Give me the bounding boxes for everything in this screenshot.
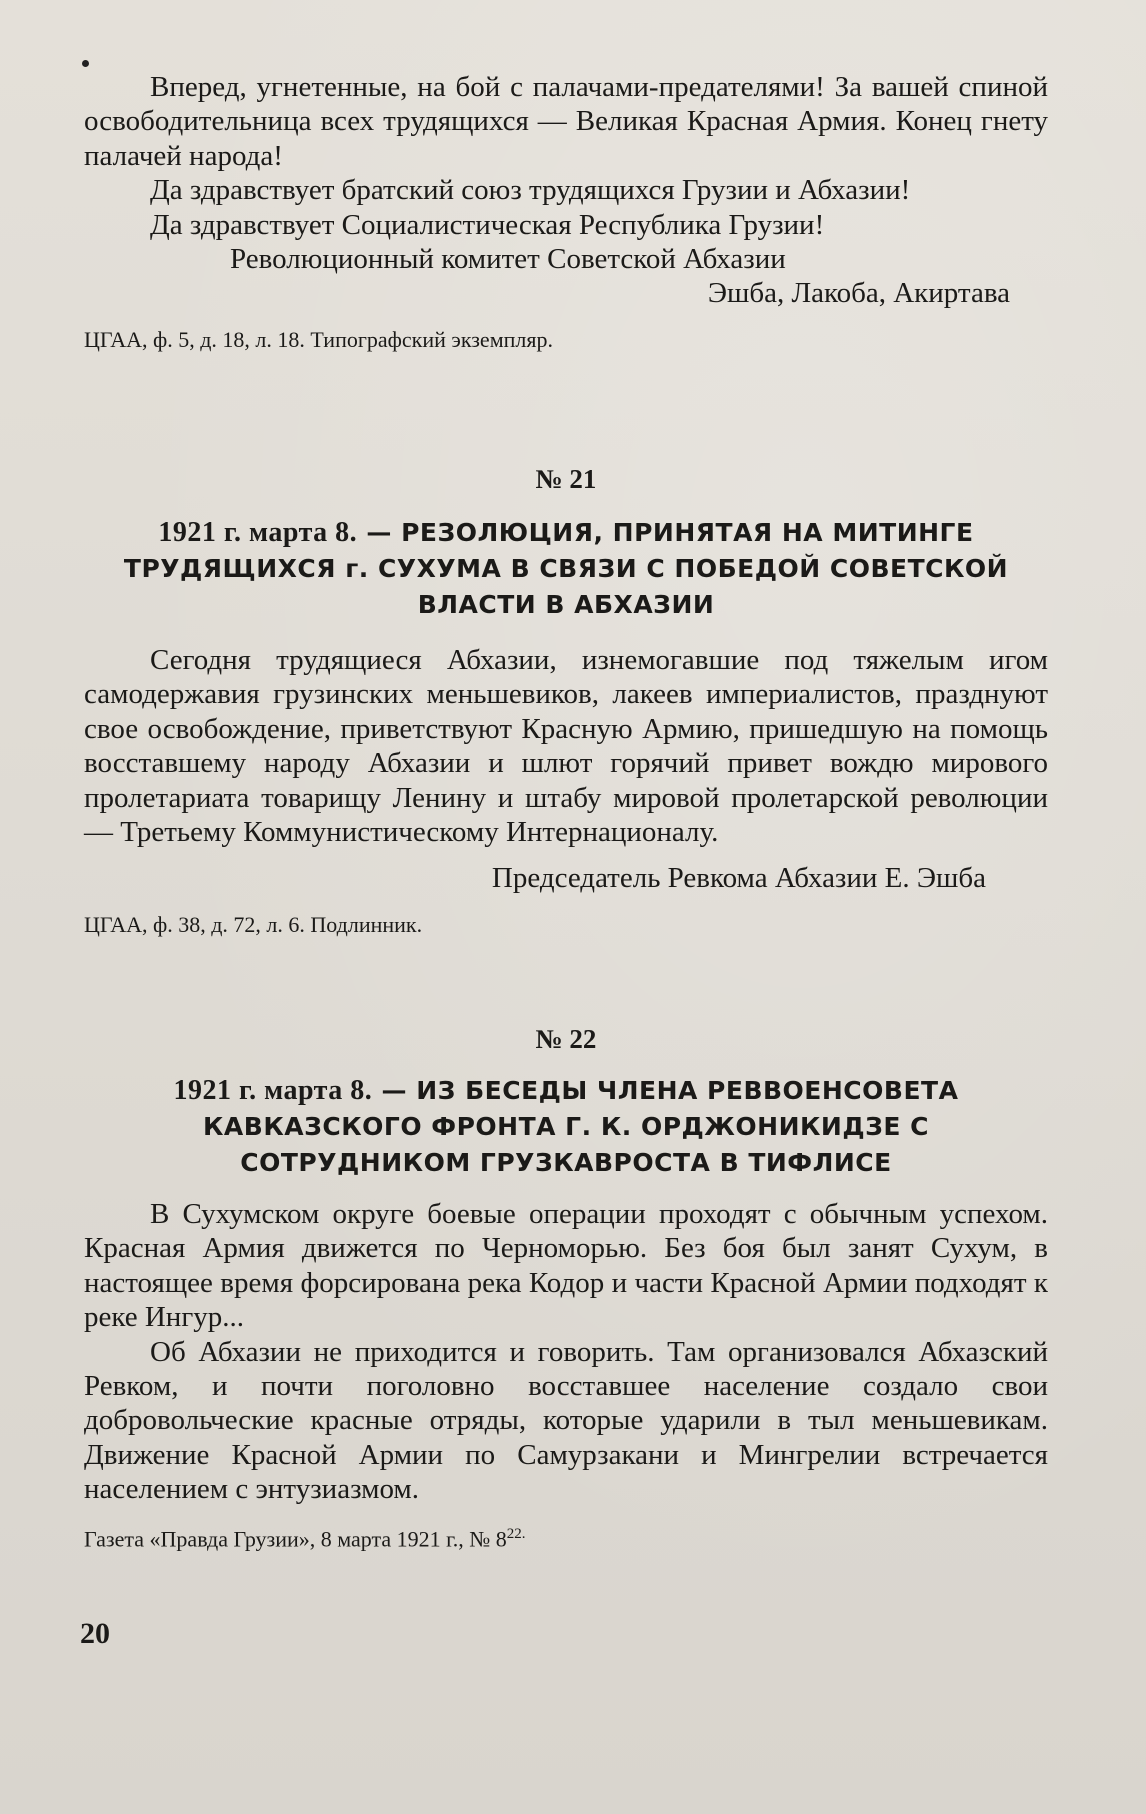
archive-source: ЦГАА, ф. 38, д. 72, л. 6. Подлинник. [84,911,423,937]
paragraph: Да здравствует братский союз трудящихся Грузии и Абхазии! [150,174,911,207]
archive-source: ЦГАА, ф. 5, д. 18, л. 18. Типографский экземпляр. [84,326,553,352]
document-date: 1921 г. марта 8. [158,517,358,548]
paragraph: Об Абхазии не приходится и говорить. Там организовался Абхазский Ревком, и почти поголовно восставшее население создало свои добровольческие красные отряды, которые ударили в тыл меньшевикам. Движение Красной Армии по Самурзакани и Мингрелии встречается населением с энтузиазмом. [84,1335,1048,1506]
signature: Председатель Ревкома Абхазии Е. Эшба [491,862,986,895]
paragraph: Сегодня трудящиеся Абхазии, изнемогавшие под тяжелым игом самодержавия грузинских меньшевиков, лакеев империалистов, празднуют свое освобождение, приветствуют Красную Армию, пришедшую на помощь восставшему народу Абхазии и шлют горячий привет вождю мирового пролетариата товарищу Ленину и штабу мировой пролетарской революции — Третьему Коммунистическому Интернационалу. [84,644,1048,849]
paragraph: В Сухумском округе боевые операции проходят с обычным успехом. Красная Армия движется по Черноморью. Без боя был занят Сухум, в настоящее время форсирована река Кодор и части Красной Армии подходят к реке Ингур... [84,1198,1048,1334]
footnote-ref: 22. [506,1525,526,1542]
doc-21-section [84,464,1048,940]
document-title [84,1073,1048,1181]
document-date: 1921 г. марта 8. [173,1075,373,1106]
document-number: № 22 [535,1024,597,1054]
paragraph: Да здравствует Социалистическая Республика Грузии! [150,208,825,241]
print-speck [82,60,89,67]
newspaper-source [84,1519,1048,1554]
paragraph: Вперед, угнетенные, на бой с палачами-предателями! За вашей спиной освободительница всех трудящихся — Великая Красная Армия. Конец гнету палачей народа! [84,71,1048,172]
page-number: 20 [80,1617,110,1650]
signature-names: Эшба, Лакоба, Акиртава [707,277,1010,310]
document-number: № 21 [535,464,597,494]
signature-org: Революционный комитет Советской Абхазии [230,243,786,276]
doc-22-section [84,1024,1048,1554]
doc-top-section [84,70,1048,355]
source-text: Газета «Правда Грузии», 8 марта 1921 г., № 8 [84,1525,507,1551]
document-heading: — РЕЗОЛЮЦИЯ, ПРИНЯТАЯ НА МИТИНГЕ ТРУДЯЩИХСЯ г. СУХУМА В СВЯЗИ С ПОБЕДОЙ СОВЕТСКОЙ ВЛАСТИ В АБХАЗИИ [123,518,1009,619]
document-heading: — ИЗ БЕСЕДЫ ЧЛЕНА РЕВВОЕНСОВЕТА КАВКАЗСКОГО ФРОНТА Г. К. ОРДЖОНИКИДЗЕ С СОТРУДНИКОМ ГРУЗКАВРОСТА В ТИФЛИСЕ [202,1076,959,1177]
document-title [84,515,1048,623]
